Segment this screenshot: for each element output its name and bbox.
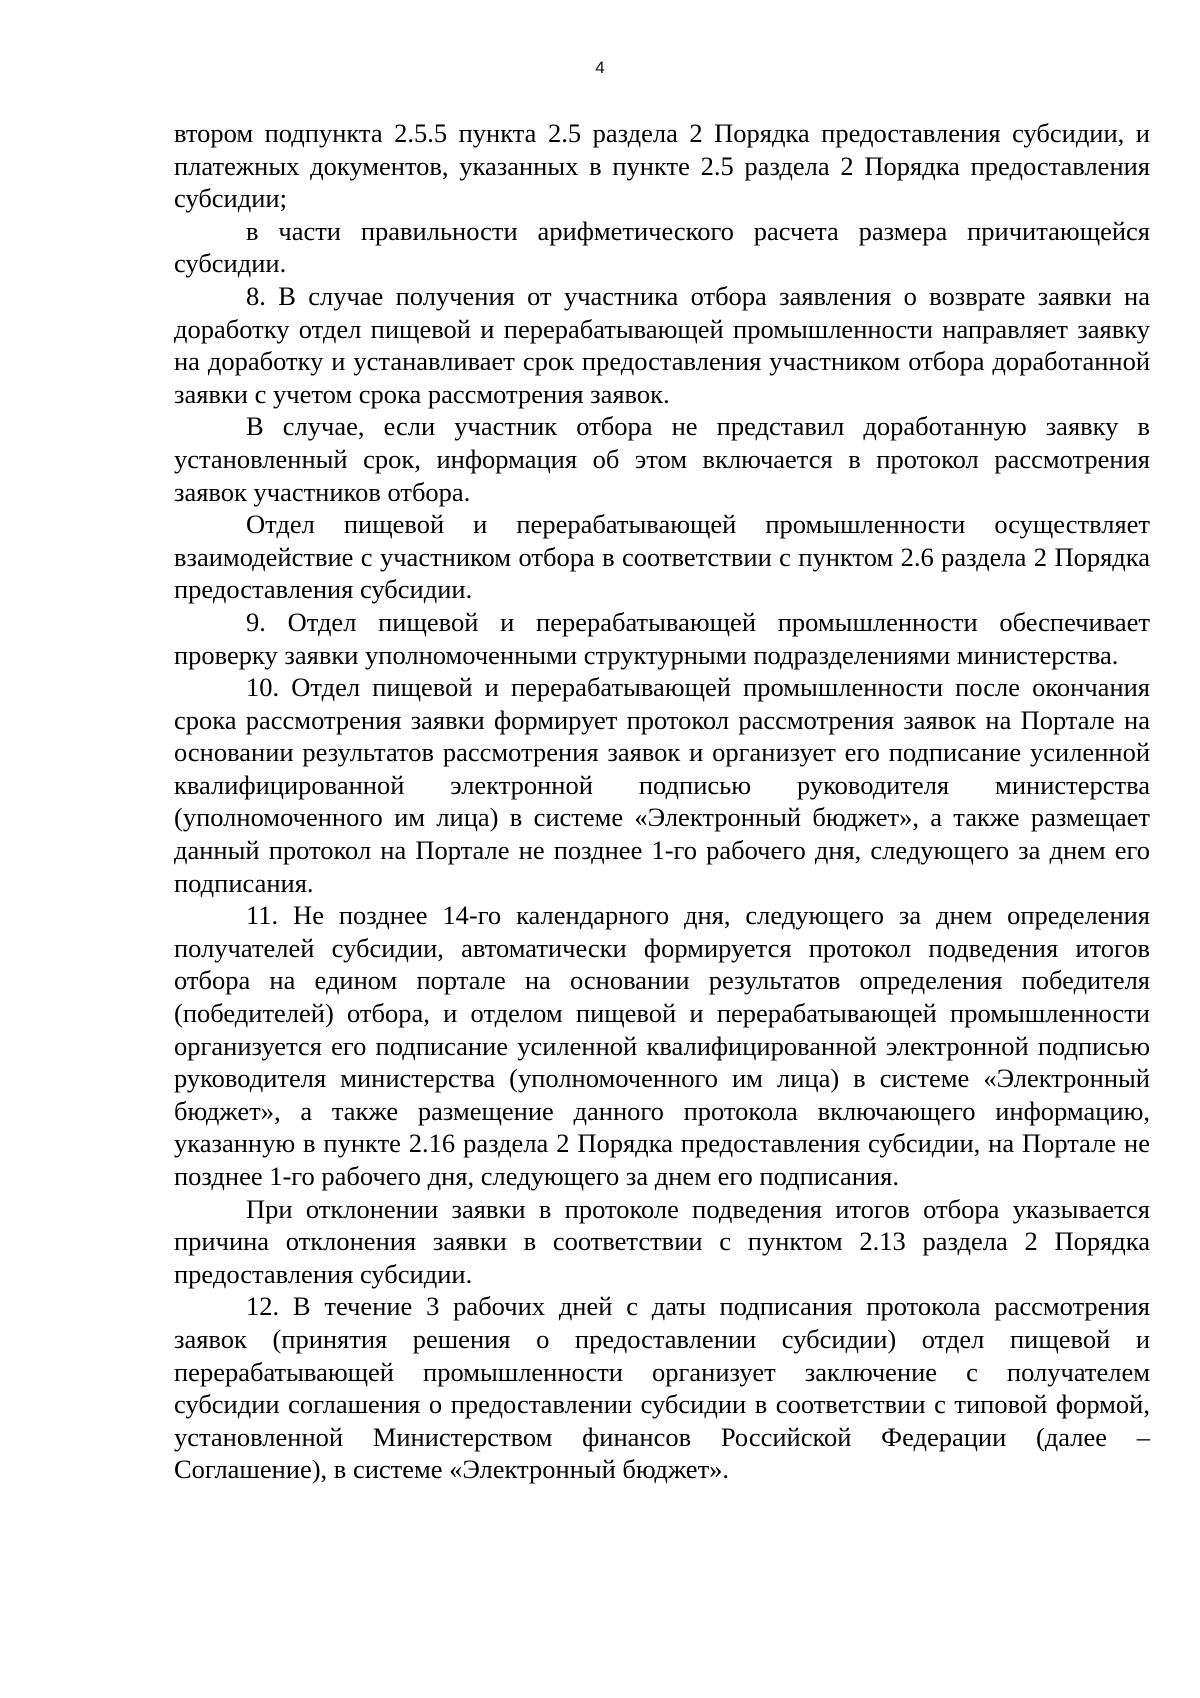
paragraph-item-10: 10. Отдел пищевой и перерабатывающей промышленности после окончания срока рассмотрения заявки формирует протокол рассмотрения заявок на Портале на основании результатов рассмотрения заявок и организует его подписание усиленной квалифицированной электронной подписью руководителя министерства (уполномоченного им лица) в системе «Электронный бюджет», а также размещает данный протокол на Портале не позднее 1-го рабочего дня, следующего за днем его подписания. [174,672,1150,898]
paragraph-item-8: 8. В случае получения от участника отбора заявления о возврате заявки на доработку отдел пищевой и перерабатывающей промышленности направляет заявку на доработку и устанавливает срок предоставления участником отбора доработанной заявки с учетом срока рассмотрения заявок. [174,280,1150,409]
paragraph-interaction: Отдел пищевой и перерабатывающей промышленности осуществляет взаимодействие с участником отбора в соответствии с пунктом 2.6 раздела 2 Порядка предоставления субсидии. [174,509,1150,605]
page-number: 4 [595,58,605,77]
paragraph-continuation: втором подпункта 2.5.5 пункта 2.5 раздела 2 Порядка предоставления субсидии, и платежных документов, указанных в пункте 2.5 раздела 2 Порядка предоставления субсидии; [174,118,1150,214]
paragraph-item-9: 9. Отдел пищевой и перерабатывающей промышленности обеспечивает проверку заявки уполномоченными структурными подразделениями министерства. [174,606,1150,670]
paragraph-item-12: 12. В течение 3 рабочих дней с даты подписания протокола рассмотрения заявок (принятия решения о предоставлении субсидии) отдел пищевой и перерабатывающей промышленности организует заключение с получателем субсидии соглашения о предоставлении субсидии в соответствии с типовой формой, установленной Министерством финансов Российской Федерации (далее – Соглашение), в системе «Электронный бюджет». [174,1291,1150,1485]
paragraph-not-submitted: В случае, если участник отбора не представил доработанную заявку в установленный срок, информация об этом включается в протокол рассмотрения заявок участников отбора. [174,411,1150,507]
paragraph-rejection: При отклонении заявки в протоколе подведения итогов отбора указывается причина отклонения заявки в соответствии с пунктом 2.13 раздела 2 Порядка предоставления субсидии. [174,1193,1150,1289]
paragraph-arithmetic-check: в части правильности арифметического расчета размера причитающейся субсидии. [174,215,1150,279]
document-body [174,117,1150,1486]
paragraph-item-11: 11. Не позднее 14-го календарного дня, следующего за днем определения получателей субсидии, автоматически формируется протокол подведения итогов отбора на едином портале на основании результатов определения победителя (победителей) отбора, и отделом пищевой и перерабатывающей промышленности организуется его подписание усиленной квалифицированной электронной подписью руководителя министерства (уполномоченного им лица) в системе «Электронный бюджет», а также размещение данного протокола включающего информацию, указанную в пункте 2.16 раздела 2 Порядка предоставления субсидии, на Портале не позднее 1-го рабочего дня, следующего за днем его подписания. [174,900,1150,1191]
